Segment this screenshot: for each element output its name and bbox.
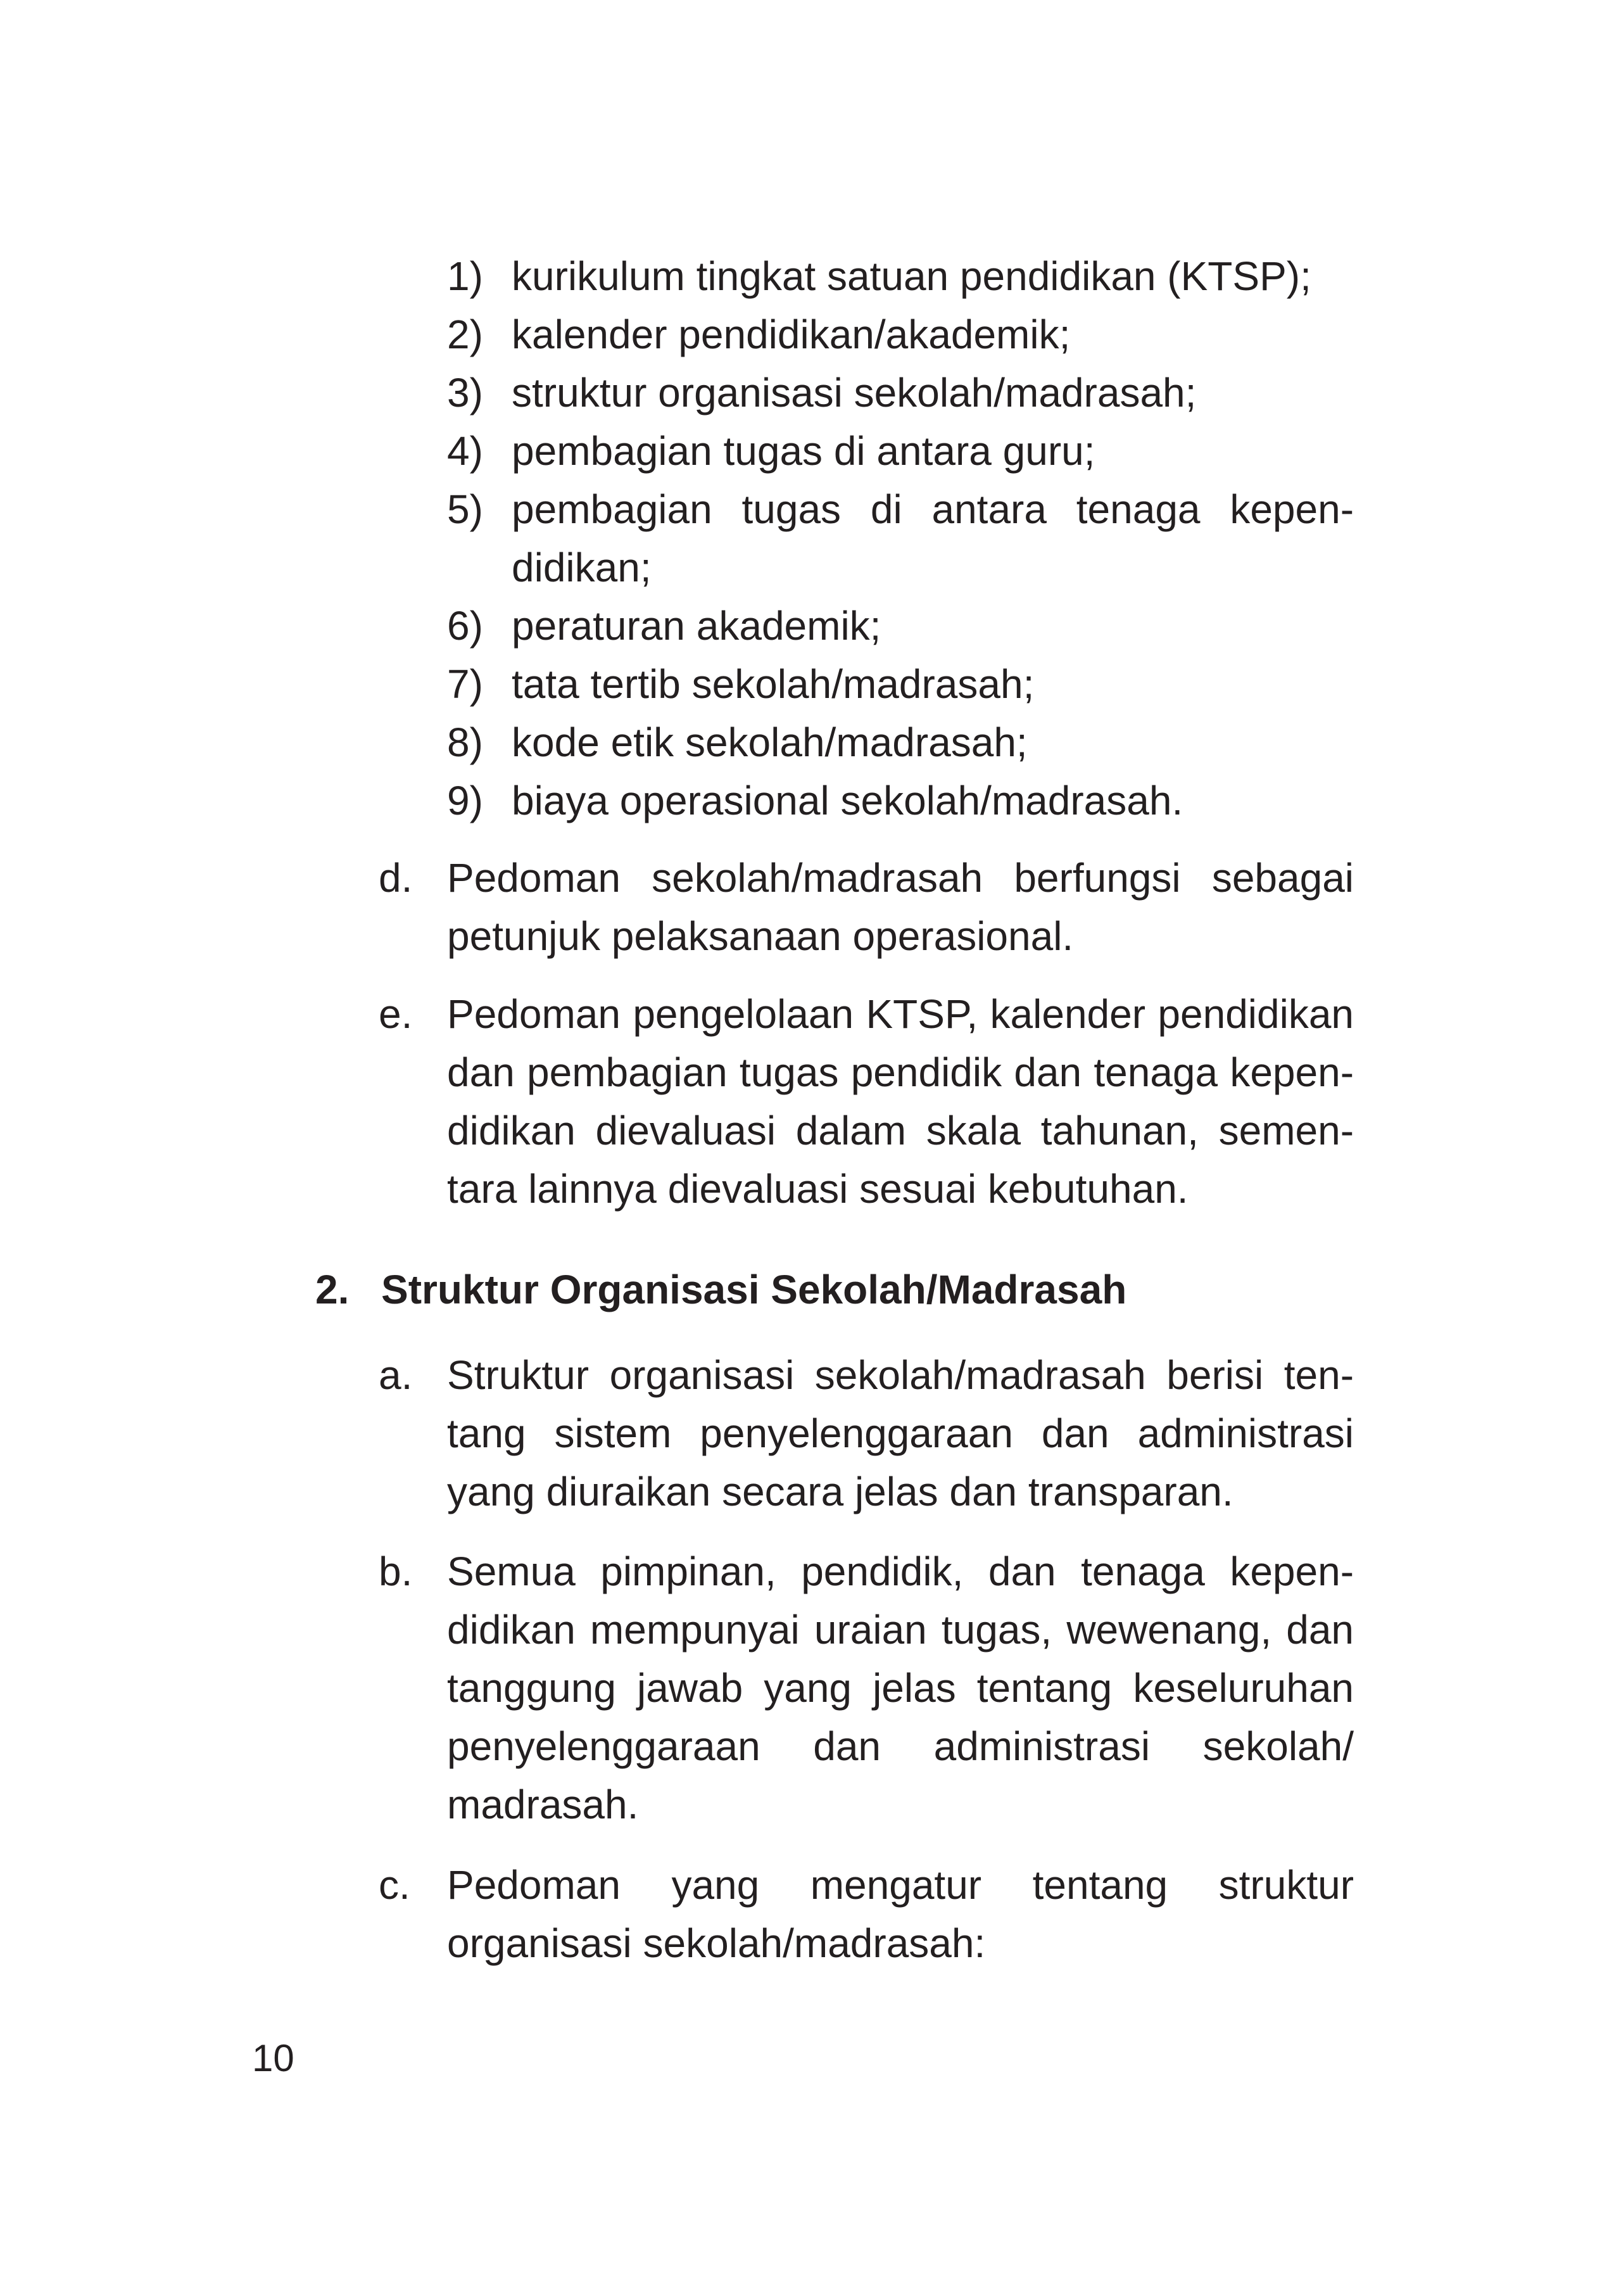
item-body xyxy=(447,1346,1354,1521)
item-text-line: Struktur organisasi sekolah/madrasah berisi ten- xyxy=(447,1352,1354,1398)
list-item xyxy=(0,422,1621,480)
item-text-line: yang diuraikan secara jelas dan transparan. xyxy=(447,1469,1233,1514)
item-text-line: Pedoman yang mengatur tentang struktur xyxy=(447,1862,1354,1908)
item-text-line: Semua pimpinan, pendidik, dan tenaga kepen- xyxy=(447,1549,1354,1594)
list-item-number: 5) xyxy=(447,486,483,532)
list-item-text: tata tertib sekolah/madrasah; xyxy=(512,661,1035,707)
item-body xyxy=(447,1542,1354,1834)
list-item xyxy=(0,305,1621,364)
page-number: 10 xyxy=(252,2037,294,2079)
list-item-text: peraturan akademik; xyxy=(512,603,881,649)
list-item-number: 9) xyxy=(447,778,483,823)
item-body xyxy=(447,849,1354,965)
section-title: Struktur Organisasi Sekolah/Madrasah xyxy=(381,1267,1127,1312)
item-label: a. xyxy=(379,1352,413,1398)
list-item xyxy=(0,597,1621,655)
item-body xyxy=(447,1856,1354,1972)
list-item-number: 2) xyxy=(447,312,483,357)
item-text-line: dan pembagian tugas pendidik dan tenaga kepen- xyxy=(447,1050,1354,1095)
list-item-number: 6) xyxy=(447,603,483,649)
item-text-line: madrasah. xyxy=(447,1782,639,1827)
list-item-text: kode etik sekolah/madrasah; xyxy=(512,720,1028,765)
item-body xyxy=(447,985,1354,1218)
list-item-text: kalender pendidikan/akademik; xyxy=(512,312,1071,357)
item-label: d. xyxy=(379,855,413,901)
list-item xyxy=(0,480,1621,597)
section-heading xyxy=(315,1260,1126,1319)
item-text-line: penyelenggaraan dan administrasi sekolah/ xyxy=(447,1723,1354,1769)
list-item-text: pembagian tugas di antara guru; xyxy=(512,428,1095,474)
item-label: e. xyxy=(379,991,413,1037)
item-text-line: tara lainnya dievaluasi sesuai kebutuhan. xyxy=(447,1166,1189,1212)
item-label: b. xyxy=(379,1549,413,1594)
section-number: 2. xyxy=(315,1267,350,1312)
list-item-text: biaya operasional sekolah/madrasah. xyxy=(512,778,1183,823)
list-item-text: pembagian tugas di antara tenaga kepen- xyxy=(512,486,1354,532)
list-item xyxy=(0,247,1621,305)
item-text-line: Pedoman pengelolaan KTSP, kalender pendidikan xyxy=(447,991,1354,1037)
item-text-line: tanggung jawab yang jelas tentang keseluruhan xyxy=(447,1665,1354,1711)
list-item-number: 4) xyxy=(447,428,483,474)
list-item xyxy=(0,713,1621,771)
list-item-number: 1) xyxy=(447,253,483,299)
numbered-list xyxy=(0,247,1621,830)
item-text-line: didikan mempunyai uraian tugas, wewenang, dan xyxy=(447,1607,1354,1652)
list-item-number: 7) xyxy=(447,661,483,707)
list-item-number: 3) xyxy=(447,370,483,415)
item-text-line: organisasi sekolah/madrasah: xyxy=(447,1920,986,1966)
item-text-line: didikan dievaluasi dalam skala tahunan, semen- xyxy=(447,1108,1354,1153)
list-item-text: kurikulum tingkat satuan pendidikan (KTSP); xyxy=(512,253,1311,299)
item-text-line: tang sistem penyelenggaraan dan administrasi xyxy=(447,1411,1354,1456)
list-item xyxy=(0,655,1621,713)
list-item-text: struktur organisasi sekolah/madrasah; xyxy=(512,370,1197,415)
list-item xyxy=(0,364,1621,422)
list-item xyxy=(0,771,1621,830)
item-label: c. xyxy=(379,1862,410,1908)
item-text-line: petunjuk pelaksanaan operasional. xyxy=(447,913,1074,959)
item-text-line: Pedoman sekolah/madrasah berfungsi sebagai xyxy=(447,855,1354,901)
list-item-number: 8) xyxy=(447,720,483,765)
list-item-text: didikan; xyxy=(512,545,652,590)
